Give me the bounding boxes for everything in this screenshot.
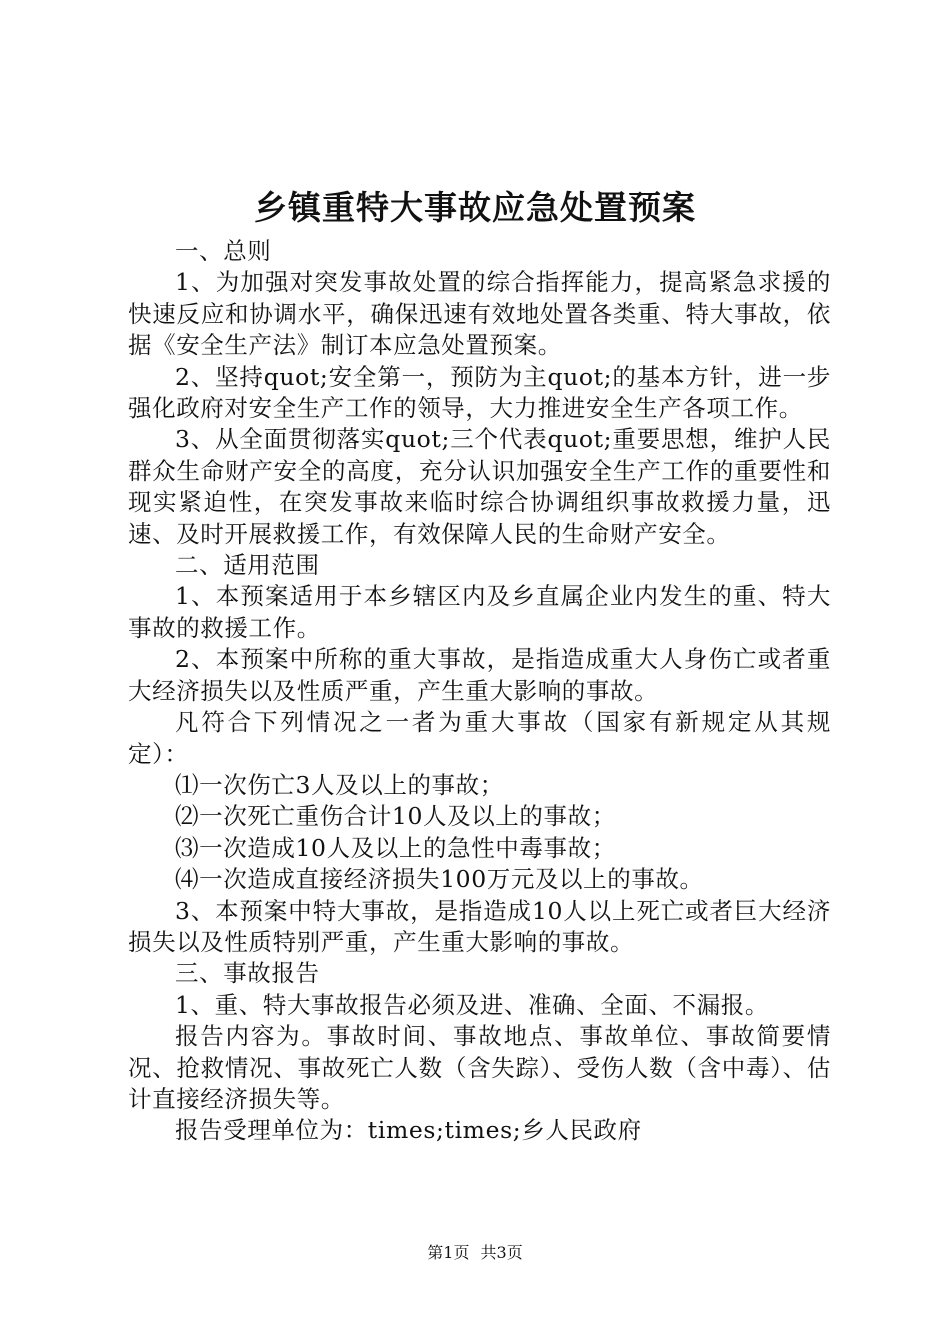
paragraph: 报告内容为。事故时间、事故地点、事故单位、事故简要情况、抢救情况、事故死亡人数（含失踪）、受伤人数（含中毒）、估计直接经济损失等。: [128, 1022, 831, 1113]
paragraph: 1、重、特大事故报告必须及进、准确、全面、不漏报。: [175, 990, 769, 1019]
page-number: 第1页: [427, 1243, 470, 1262]
document-title: 乡镇重特大事故应急处置预案: [254, 188, 696, 227]
paragraph: 1、本预案适用于本乡辖区内及乡直属企业内发生的重、特大事故的救援工作。: [128, 582, 831, 642]
paragraph: 1、为加强对突发事故处置的综合指挥能力，提高紧急求援的快速反应和协调水平，确保迅速有效地处置各类重、特大事故，依据《安全生产法》制订本应急处置预案。: [128, 268, 831, 360]
page-total: 共3页: [480, 1243, 523, 1262]
paragraph: 凡符合下列情况之一者为重大事故（国家有新规定从其规定）：: [128, 708, 831, 768]
section-heading-scope: 二、适用范围: [175, 551, 320, 580]
paragraph: 2、坚持quot;安全第一，预防为主quot;的基本方针，进一步强化政府对安全生产工作的领导，大力推进安全生产各项工作。: [128, 362, 831, 423]
list-item: ⑴一次伤亡3人及以上的事故；: [175, 770, 504, 799]
list-item: ⑶一次造成10人及以上的急性中毒事故；: [175, 833, 616, 862]
section-heading-general: 一、总则: [175, 237, 272, 265]
page-footer: [0, 1242, 950, 1264]
document-body: [128, 236, 831, 1147]
paragraph: 3、本预案中特大事故，是指造成10人以上死亡或者巨大经济损失以及性质特别严重，产生重大影响的事故。: [128, 896, 831, 956]
paragraph: 3、从全面贯彻落实quot;三个代表quot;重要思想，维护人民群众生命财产安全的高度，充分认识加强安全生产工作的重要性和现实紧迫性，在突发事故来临时综合协调组织事故救援力量，迅速、及时开展救援工作，有效保障人民的生命财产安全。: [128, 425, 831, 548]
list-item: ⑷一次造成直接经济损失100万元及以上的事故。: [175, 865, 704, 894]
paragraph: 报告受理单位为：times;times;乡人民政府: [175, 1116, 642, 1145]
paragraph: 2、本预案中所称的重大事故，是指造成重大人身伤亡或者重大经济损失以及性质严重，产生重大影响的事故。: [128, 645, 831, 705]
section-heading-report: 三、事故报告: [175, 959, 320, 988]
list-item: ⑵一次死亡重伤合计10人及以上的事故；: [175, 802, 616, 831]
